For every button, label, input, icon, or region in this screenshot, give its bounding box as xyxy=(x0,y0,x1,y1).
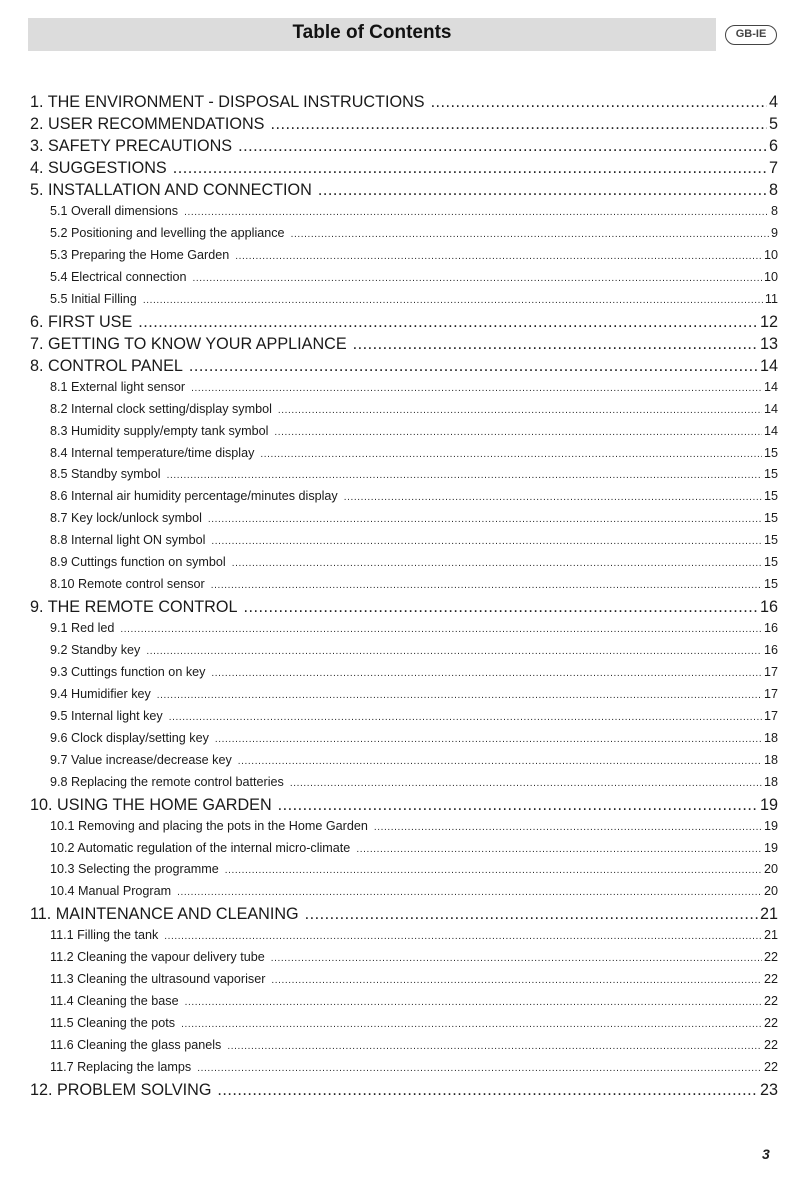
toc-entry-page: 17 xyxy=(763,664,778,679)
toc-entry-page: 17 xyxy=(763,708,778,723)
toc-entry-page: 14 xyxy=(763,423,778,438)
toc-entry-label: 8.7 Key lock/unlock symbol xyxy=(50,511,202,526)
toc-subsection-entry[interactable] xyxy=(30,1035,778,1057)
dot-leader xyxy=(146,641,762,663)
toc-subsection-entry[interactable] xyxy=(30,816,778,838)
dot-leader xyxy=(431,91,767,113)
toc-subsection-entry[interactable] xyxy=(30,640,778,662)
toc-entry-label: 5.3 Preparing the Home Garden xyxy=(50,247,230,262)
dot-leader xyxy=(177,882,762,904)
toc-entry-label: 11.4 Cleaning the base xyxy=(50,994,179,1009)
toc-entry-label: 1. THE ENVIRONMENT - DISPOSAL INSTRUCTIONS xyxy=(30,93,425,111)
toc-section-entry[interactable] xyxy=(30,1079,778,1101)
toc-entry-page: 7 xyxy=(768,159,778,177)
toc-section-entry[interactable] xyxy=(30,157,778,179)
toc-entry-page: 15 xyxy=(763,489,778,504)
toc-entry-page: 22 xyxy=(763,1016,778,1031)
toc-entry-page: 22 xyxy=(763,994,778,1009)
dot-leader xyxy=(238,751,762,773)
toc-entry-page: 19 xyxy=(763,840,778,855)
toc-subsection-entry[interactable] xyxy=(30,530,778,552)
toc-entry-label: 9.4 Humidifier key xyxy=(50,686,151,701)
dot-leader xyxy=(120,619,762,641)
toc-entry-page: 5 xyxy=(768,115,778,133)
toc-entry-page: 21 xyxy=(763,928,778,943)
language-badge: GB-IE xyxy=(725,25,777,45)
toc-entry-label: 8.10 Remote control sensor xyxy=(50,577,205,592)
toc-entry-page: 19 xyxy=(759,795,778,814)
toc-entry-label: 10.1 Removing and placing the pots in the Home Garden xyxy=(50,818,368,833)
dot-leader xyxy=(291,224,769,246)
dot-leader xyxy=(215,729,762,751)
toc-entry-label: 9. THE REMOTE CONTROL xyxy=(30,598,238,617)
toc-entry-page: 10 xyxy=(763,269,778,284)
dot-leader xyxy=(164,926,762,948)
toc-subsection-entry[interactable] xyxy=(30,1013,778,1035)
toc-entry-page: 16 xyxy=(763,643,778,657)
toc-subsection-entry[interactable] xyxy=(30,464,778,486)
toc-entry-label: 8.5 Standby symbol xyxy=(50,467,161,482)
toc-entry-page: 16 xyxy=(759,598,778,617)
toc-entry-label: 11.1 Filling the tank xyxy=(50,928,159,943)
toc-entry-page: 10 xyxy=(763,247,778,262)
toc-entry-label: 9.1 Red led xyxy=(50,621,115,636)
toc-entry-page: 22 xyxy=(763,972,778,987)
dot-leader xyxy=(185,992,762,1014)
dot-leader xyxy=(225,860,762,882)
toc-entry-label: 6. FIRST USE xyxy=(30,312,133,331)
dot-leader xyxy=(235,246,762,268)
toc-entry-label: 11.2 Cleaning the vapour delivery tube xyxy=(50,950,265,965)
toc-entry-label: 11.3 Cleaning the ultrasound vaporiser xyxy=(50,972,266,987)
dot-leader xyxy=(138,311,758,333)
dot-leader xyxy=(243,596,758,618)
toc-entry-page: 8 xyxy=(770,204,778,218)
toc-entry-page: 8 xyxy=(768,181,778,199)
toc-entry-page: 11 xyxy=(764,291,778,306)
toc-subsection-entry[interactable] xyxy=(30,245,778,267)
toc-entry-label: 8.2 Internal clock setting/display symbol xyxy=(50,401,272,416)
toc-subsection-entry[interactable] xyxy=(30,399,778,421)
toc-subsection-entry[interactable] xyxy=(30,969,778,991)
toc-entry-label: 5. INSTALLATION AND CONNECTION xyxy=(30,181,312,199)
toc-section-entry[interactable] xyxy=(30,311,778,333)
dot-leader xyxy=(184,202,769,224)
toc-entry-page: 14 xyxy=(759,356,778,375)
toc-section-entry[interactable] xyxy=(30,333,778,355)
toc-subsection-entry[interactable] xyxy=(30,508,778,530)
table-of-contents xyxy=(30,91,778,1101)
toc-entry-label: 12. PROBLEM SOLVING xyxy=(30,1080,212,1099)
dot-leader xyxy=(211,531,762,553)
toc-entry-page: 14 xyxy=(763,401,778,416)
toc-entry-page: 19 xyxy=(763,818,778,833)
dot-leader xyxy=(227,1036,762,1058)
toc-entry-label: 9.2 Standby key xyxy=(50,643,141,657)
toc-entry-label: 8.9 Cuttings function on symbol xyxy=(50,555,226,570)
toc-subsection-entry[interactable] xyxy=(30,881,778,903)
toc-entry-page: 23 xyxy=(759,1080,778,1099)
dot-leader xyxy=(197,1058,762,1080)
dot-leader xyxy=(238,135,767,157)
toc-subsection-entry[interactable] xyxy=(30,838,778,860)
toc-subsection-entry[interactable] xyxy=(30,574,778,596)
toc-entry-page: 18 xyxy=(763,774,778,789)
toc-entry-label: 5.5 Initial Filling xyxy=(50,291,137,306)
toc-entry-label: 8.8 Internal light ON symbol xyxy=(50,533,206,548)
dot-leader xyxy=(356,839,762,861)
page-title: Table of Contents xyxy=(292,22,452,43)
toc-subsection-entry[interactable] xyxy=(30,728,778,750)
dot-leader xyxy=(290,773,762,795)
toc-entry-page: 12 xyxy=(759,312,778,331)
toc-entry-label: 10.3 Selecting the programme xyxy=(50,862,219,877)
dot-leader xyxy=(274,422,762,444)
toc-entry-page: 22 xyxy=(763,1059,778,1074)
dot-leader xyxy=(181,1014,762,1036)
toc-entry-page: 18 xyxy=(763,730,778,745)
toc-entry-page: 15 xyxy=(763,577,778,592)
toc-section-entry[interactable] xyxy=(30,113,778,135)
dot-leader xyxy=(271,970,762,992)
dot-leader xyxy=(157,685,762,707)
toc-entry-page: 14 xyxy=(763,379,778,394)
dot-leader xyxy=(211,575,762,597)
toc-entry-label: 9.6 Clock display/setting key xyxy=(50,730,209,745)
toc-subsection-entry[interactable] xyxy=(30,552,778,574)
toc-subsection-entry[interactable] xyxy=(30,223,778,245)
toc-entry-page: 13 xyxy=(759,334,778,353)
toc-subsection-entry[interactable] xyxy=(30,706,778,728)
toc-entry-label: 8.4 Internal temperature/time display xyxy=(50,445,255,460)
dot-leader xyxy=(305,903,758,925)
toc-entry-label: 9.3 Cuttings function on key xyxy=(50,664,206,679)
toc-entry-label: 2. USER RECOMMENDATIONS xyxy=(30,115,265,133)
toc-entry-label: 10.4 Manual Program xyxy=(50,884,172,899)
toc-entry-label: 7. GETTING TO KNOW YOUR APPLIANCE xyxy=(30,334,347,353)
dot-leader xyxy=(260,444,762,466)
dot-leader xyxy=(271,948,762,970)
toc-section-entry[interactable] xyxy=(30,135,778,157)
dot-leader xyxy=(211,663,762,685)
dot-leader xyxy=(374,817,762,839)
title-bar xyxy=(28,18,716,51)
dot-leader xyxy=(278,400,762,422)
toc-entry-page: 6 xyxy=(768,137,778,155)
toc-entry-page: 20 xyxy=(763,862,778,877)
toc-subsection-entry[interactable] xyxy=(30,377,778,399)
toc-entry-label: 10.2 Automatic regulation of the internal micro-climate xyxy=(50,840,351,855)
toc-entry-page: 16 xyxy=(763,621,778,636)
toc-entry-label: 11. MAINTENANCE AND CLEANING xyxy=(30,905,299,924)
toc-entry-label: 8. CONTROL PANEL xyxy=(30,356,183,375)
toc-subsection-entry[interactable] xyxy=(30,859,778,881)
toc-entry-page: 15 xyxy=(763,467,778,482)
dot-leader xyxy=(193,268,762,290)
dot-leader xyxy=(232,553,762,575)
toc-entry-label: 9.8 Replacing the remote control batteries xyxy=(50,774,284,789)
toc-entry-page: 18 xyxy=(763,752,778,767)
toc-entry-page: 15 xyxy=(763,555,778,570)
toc-entry-page: 15 xyxy=(763,533,778,548)
toc-entry-label: 10. USING THE HOME GARDEN xyxy=(30,795,272,814)
toc-entry-label: 8.6 Internal air humidity percentage/minutes display xyxy=(50,489,338,504)
toc-subsection-entry[interactable] xyxy=(30,662,778,684)
toc-subsection-entry[interactable] xyxy=(30,267,778,289)
toc-entry-page: 20 xyxy=(763,884,778,899)
toc-entry-label: 8.3 Humidity supply/empty tank symbol xyxy=(50,423,269,438)
toc-subsection-entry[interactable] xyxy=(30,201,778,223)
toc-section-entry[interactable] xyxy=(30,179,778,201)
toc-entry-label: 5.2 Positioning and levelling the appliance xyxy=(50,225,285,240)
dot-leader xyxy=(353,333,758,355)
dot-leader xyxy=(143,290,763,312)
toc-entry-label: 9.5 Internal light key xyxy=(50,708,163,723)
toc-entry-label: 4. SUGGESTIONS xyxy=(30,159,167,177)
toc-entry-page: 4 xyxy=(768,93,778,111)
toc-subsection-entry[interactable] xyxy=(30,443,778,465)
toc-entry-label: 11.5 Cleaning the pots xyxy=(50,1016,176,1031)
page-number: 3 xyxy=(762,1146,770,1162)
dot-leader xyxy=(278,794,758,816)
dot-leader xyxy=(318,179,767,201)
dot-leader xyxy=(169,707,762,729)
toc-subsection-entry[interactable] xyxy=(30,684,778,706)
toc-entry-page: 22 xyxy=(763,1038,778,1052)
toc-entry-label: 3. SAFETY PRECAUTIONS xyxy=(30,137,233,155)
dot-leader xyxy=(217,1079,758,1101)
toc-section-entry[interactable] xyxy=(30,355,778,377)
toc-subsection-entry[interactable] xyxy=(30,1057,778,1079)
toc-section-entry[interactable] xyxy=(30,794,778,816)
dot-leader xyxy=(189,355,758,377)
toc-subsection-entry[interactable] xyxy=(30,925,778,947)
dot-leader xyxy=(191,378,762,400)
toc-section-entry[interactable] xyxy=(30,91,778,113)
dot-leader xyxy=(270,113,767,135)
toc-entry-label: 9.7 Value increase/decrease key xyxy=(50,752,232,767)
toc-subsection-entry[interactable] xyxy=(30,421,778,443)
toc-section-entry[interactable] xyxy=(30,596,778,618)
toc-entry-page: 21 xyxy=(759,905,778,924)
toc-subsection-entry[interactable] xyxy=(30,991,778,1013)
dot-leader xyxy=(173,157,767,179)
toc-subsection-entry[interactable] xyxy=(30,289,778,311)
toc-subsection-entry[interactable] xyxy=(30,618,778,640)
toc-entry-page: 17 xyxy=(763,686,778,701)
toc-entry-page: 15 xyxy=(763,511,778,526)
toc-subsection-entry[interactable] xyxy=(30,750,778,772)
toc-subsection-entry[interactable] xyxy=(30,772,778,794)
toc-entry-label: 8.1 External light sensor xyxy=(50,379,186,394)
dot-leader xyxy=(344,487,762,509)
toc-entry-page: 9 xyxy=(770,225,778,240)
toc-subsection-entry[interactable] xyxy=(30,947,778,969)
toc-entry-label: 5.1 Overall dimensions xyxy=(50,204,179,218)
dot-leader xyxy=(167,465,762,487)
toc-entry-label: 11.7 Replacing the lamps xyxy=(50,1059,192,1074)
toc-entry-page: 15 xyxy=(763,445,778,460)
toc-entry-label: 11.6 Cleaning the glass panels xyxy=(50,1038,222,1052)
toc-section-entry[interactable] xyxy=(30,903,778,925)
toc-entry-page: 22 xyxy=(763,950,778,965)
toc-entry-label: 5.4 Electrical connection xyxy=(50,269,187,284)
dot-leader xyxy=(208,509,762,531)
toc-subsection-entry[interactable] xyxy=(30,486,778,508)
